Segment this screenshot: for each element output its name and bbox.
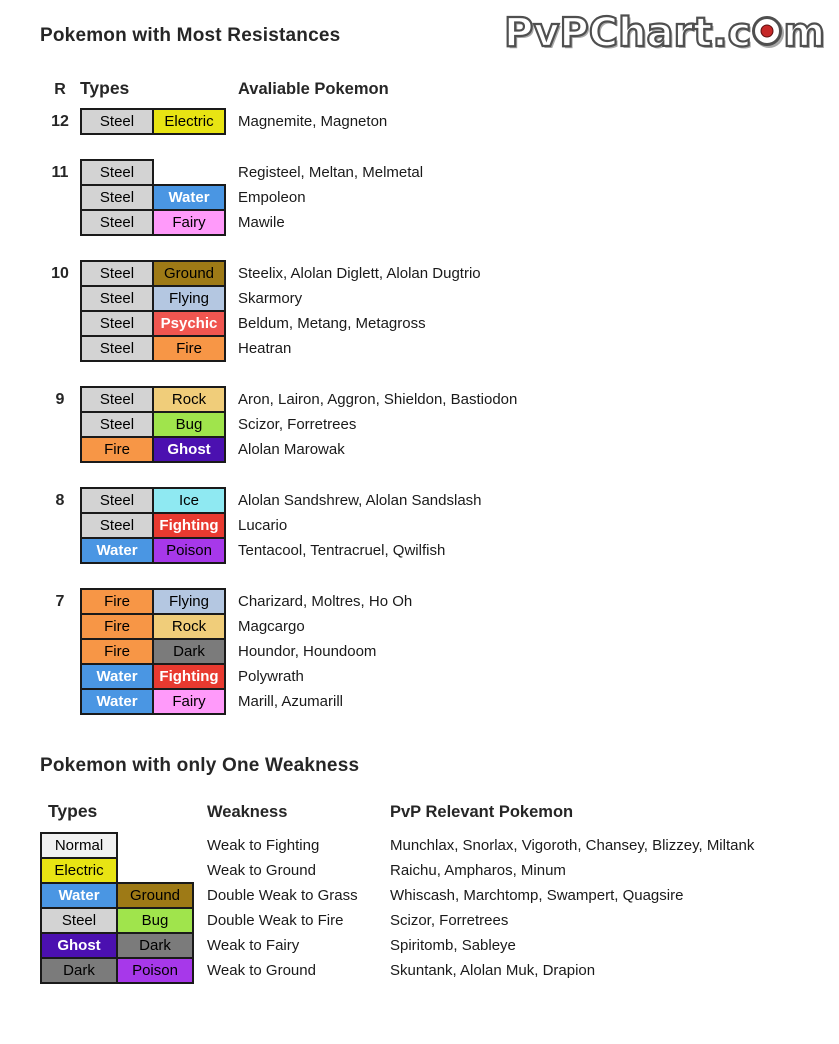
type-badges xyxy=(80,335,226,362)
weakness-row xyxy=(40,832,839,859)
pokemon-list: Whiscash, Marchtomp, Swampert, Quagsire xyxy=(390,887,684,904)
type-row xyxy=(40,512,839,539)
weakness-label: Weak to Fighting xyxy=(207,837,320,854)
type-badge-fighting: Fighting xyxy=(152,512,226,539)
type-row xyxy=(40,159,839,186)
resistance-count xyxy=(40,184,80,211)
resistance-count xyxy=(40,537,80,564)
section2-header-row xyxy=(40,801,839,822)
pvpchart-logo xyxy=(504,10,825,56)
type-badge-dark: Dark xyxy=(40,957,118,984)
pokemon-list: Skarmory xyxy=(238,290,303,307)
pokemon-list: Skuntank, Alolan Muk, Drapion xyxy=(390,962,596,979)
type-badges xyxy=(80,537,226,564)
weakness-label: Double Weak to Fire xyxy=(207,912,344,929)
type-badge-steel: Steel xyxy=(80,260,154,287)
resistance-count: 9 xyxy=(55,391,65,408)
type-badges xyxy=(40,907,194,934)
resistance-count: 7 xyxy=(55,593,65,610)
type-badge-ghost: Ghost xyxy=(152,436,226,463)
logo-text-left: PvPChart.c xyxy=(504,10,752,56)
type-row xyxy=(40,310,839,337)
type-badge-rock: Rock xyxy=(152,386,226,413)
type-badges xyxy=(80,285,226,312)
type-row xyxy=(40,285,839,312)
logo-text-right: m xyxy=(783,10,825,56)
type-badge-steel: Steel xyxy=(80,335,154,362)
column-header-pvp-relevant-pokemon: PvP Relevant Pokemon xyxy=(390,803,574,821)
type-badge-steel: Steel xyxy=(80,209,154,236)
resistance-count: 10 xyxy=(51,265,69,282)
type-badges xyxy=(80,260,226,287)
type-row xyxy=(40,613,839,640)
pokemon-list: Raichu, Ampharos, Minum xyxy=(390,862,566,879)
type-badges xyxy=(40,882,194,909)
type-badge-ground: Ground xyxy=(152,260,226,287)
type-row xyxy=(40,386,839,413)
type-badge-steel: Steel xyxy=(80,310,154,337)
resistance-count xyxy=(40,335,80,362)
column-header-types-2: Types xyxy=(48,801,98,821)
type-badge-ghost: Ghost xyxy=(40,932,118,959)
resistance-groups xyxy=(40,108,839,715)
type-row xyxy=(40,108,839,135)
weakness-row xyxy=(40,857,839,884)
type-badges xyxy=(40,957,194,984)
type-badge-electric: Electric xyxy=(152,108,226,135)
weakness-row xyxy=(40,957,839,984)
resistance-group xyxy=(40,159,839,236)
type-badge-fire: Fire xyxy=(80,588,154,615)
resistance-count xyxy=(40,512,80,539)
type-badges xyxy=(80,588,226,615)
type-badge-fairy: Fairy xyxy=(152,209,226,236)
type-row xyxy=(40,436,839,463)
type-badge-electric: Electric xyxy=(40,857,118,884)
pokemon-list: Registeel, Meltan, Melmetal xyxy=(238,164,424,181)
one-weakness-rows xyxy=(40,832,839,984)
type-badge-ice: Ice xyxy=(152,487,226,514)
type-badge-steel: Steel xyxy=(40,907,118,934)
column-header-resistances: R xyxy=(54,81,66,98)
type-badges xyxy=(40,857,194,884)
section1-title: Pokemon with Most Resistances xyxy=(40,25,341,46)
pokeball-icon xyxy=(752,16,782,46)
type-badge-fire: Fire xyxy=(80,613,154,640)
type-badge-steel: Steel xyxy=(80,386,154,413)
type-badges xyxy=(80,159,226,186)
type-badge-steel: Steel xyxy=(80,184,154,211)
type-badge-fighting: Fighting xyxy=(152,663,226,690)
resistance-count xyxy=(40,209,80,236)
type-badge-steel: Steel xyxy=(80,487,154,514)
pokemon-list: Magnemite, Magneton xyxy=(238,113,388,130)
type-row xyxy=(40,260,839,287)
resistance-group xyxy=(40,386,839,463)
resistance-count xyxy=(40,638,80,665)
pokemon-list: Tentacool, Tentracruel, Qwilfish xyxy=(238,542,446,559)
type-badges xyxy=(80,386,226,413)
type-row xyxy=(40,688,839,715)
weakness-row xyxy=(40,932,839,959)
type-badge-dark: Dark xyxy=(152,638,226,665)
resistance-count xyxy=(40,285,80,312)
type-badge-bug: Bug xyxy=(116,907,194,934)
type-badges xyxy=(40,832,194,859)
type-badge-psychic: Psychic xyxy=(152,310,226,337)
pokemon-list: Charizard, Moltres, Ho Oh xyxy=(238,593,413,610)
resistance-group xyxy=(40,108,839,135)
section1-header-row xyxy=(40,78,839,99)
weakness-label: Weak to Fairy xyxy=(207,937,300,954)
type-row xyxy=(40,487,839,514)
pokemon-list: Spiritomb, Sableye xyxy=(390,937,516,954)
pokemon-list: Alolan Marowak xyxy=(238,441,345,458)
type-badges xyxy=(80,209,226,236)
type-badge-normal: Normal xyxy=(40,832,118,859)
pokemon-list: Magcargo xyxy=(238,618,305,635)
type-badge-fire: Fire xyxy=(152,335,226,362)
resistance-count xyxy=(40,613,80,640)
resistance-group xyxy=(40,487,839,564)
type-badge-water: Water xyxy=(152,184,226,211)
type-row xyxy=(40,209,839,236)
type-badge-fairy: Fairy xyxy=(152,688,226,715)
type-badge-steel: Steel xyxy=(80,411,154,438)
resistance-group xyxy=(40,588,839,715)
type-badge-fire: Fire xyxy=(80,436,154,463)
type-badges xyxy=(80,487,226,514)
type-row xyxy=(40,663,839,690)
type-row xyxy=(40,184,839,211)
resistance-count xyxy=(40,310,80,337)
type-row xyxy=(40,537,839,564)
pokemon-list: Aron, Lairon, Aggron, Shieldon, Bastiodon xyxy=(238,391,518,408)
pokemon-list: Marill, Azumarill xyxy=(238,693,344,710)
pokemon-list: Polywrath xyxy=(238,668,304,685)
type-badge-steel: Steel xyxy=(80,159,154,186)
type-badge-dark: Dark xyxy=(116,932,194,959)
type-badge-rock: Rock xyxy=(152,613,226,640)
pokemon-list: Alolan Sandshrew, Alolan Sandslash xyxy=(238,492,482,509)
weakness-label: Weak to Ground xyxy=(207,862,316,879)
resistance-count: 12 xyxy=(51,113,69,130)
type-badges xyxy=(80,310,226,337)
resistance-count xyxy=(40,436,80,463)
pokemon-list: Scizor, Forretrees xyxy=(238,416,357,433)
pokemon-list: Scizor, Forretrees xyxy=(390,912,509,929)
type-badges xyxy=(80,613,226,640)
resistance-count xyxy=(40,688,80,715)
type-badges xyxy=(40,932,194,959)
type-badge-poison: Poison xyxy=(152,537,226,564)
column-header-types: Types xyxy=(80,78,130,98)
pokemon-list: Steelix, Alolan Diglett, Alolan Dugtrio xyxy=(238,265,481,282)
section2-title: Pokemon with only One Weakness xyxy=(40,755,360,776)
type-row xyxy=(40,588,839,615)
weakness-row xyxy=(40,882,839,909)
pokemon-list: Houndor, Houndoom xyxy=(238,643,377,660)
type-badges xyxy=(80,663,226,690)
type-badge-fire: Fire xyxy=(80,638,154,665)
type-badges xyxy=(80,638,226,665)
pokemon-list: Mawile xyxy=(238,214,285,231)
type-badge-water: Water xyxy=(40,882,118,909)
type-row xyxy=(40,638,839,665)
pokeball-center-dot xyxy=(761,25,774,38)
column-header-available-pokemon: Avaliable Pokemon xyxy=(238,80,389,98)
type-badge-flying: Flying xyxy=(152,588,226,615)
type-badge-poison: Poison xyxy=(116,957,194,984)
type-badges xyxy=(80,436,226,463)
type-badge-steel: Steel xyxy=(80,285,154,312)
pokemon-list: Munchlax, Snorlax, Vigoroth, Chansey, Blizzey, Miltank xyxy=(390,837,755,854)
type-badge-bug: Bug xyxy=(152,411,226,438)
resistance-group xyxy=(40,260,839,362)
pokemon-list: Lucario xyxy=(238,517,288,534)
resistance-count: 8 xyxy=(55,492,65,509)
resistance-count xyxy=(40,663,80,690)
weakness-label: Weak to Ground xyxy=(207,962,316,979)
type-badges xyxy=(80,512,226,539)
type-badges xyxy=(80,688,226,715)
type-badge-ground: Ground xyxy=(116,882,194,909)
type-badges xyxy=(80,108,226,135)
type-badge-steel: Steel xyxy=(80,108,154,135)
type-badge-water: Water xyxy=(80,537,154,564)
type-badge-water: Water xyxy=(80,663,154,690)
type-badges xyxy=(80,411,226,438)
type-badge-flying: Flying xyxy=(152,285,226,312)
type-badge-steel: Steel xyxy=(80,512,154,539)
pokemon-list: Heatran xyxy=(238,340,292,357)
weakness-label: Double Weak to Grass xyxy=(207,887,358,904)
pokemon-list: Beldum, Metang, Metagross xyxy=(238,315,426,332)
type-row xyxy=(40,335,839,362)
type-badge-water: Water xyxy=(80,688,154,715)
pokemon-list: Empoleon xyxy=(238,189,306,206)
weakness-row xyxy=(40,907,839,934)
type-badges xyxy=(80,184,226,211)
resistance-count: 11 xyxy=(51,164,69,181)
resistance-count xyxy=(40,411,80,438)
type-row xyxy=(40,411,839,438)
column-header-weakness: Weakness xyxy=(207,803,288,821)
